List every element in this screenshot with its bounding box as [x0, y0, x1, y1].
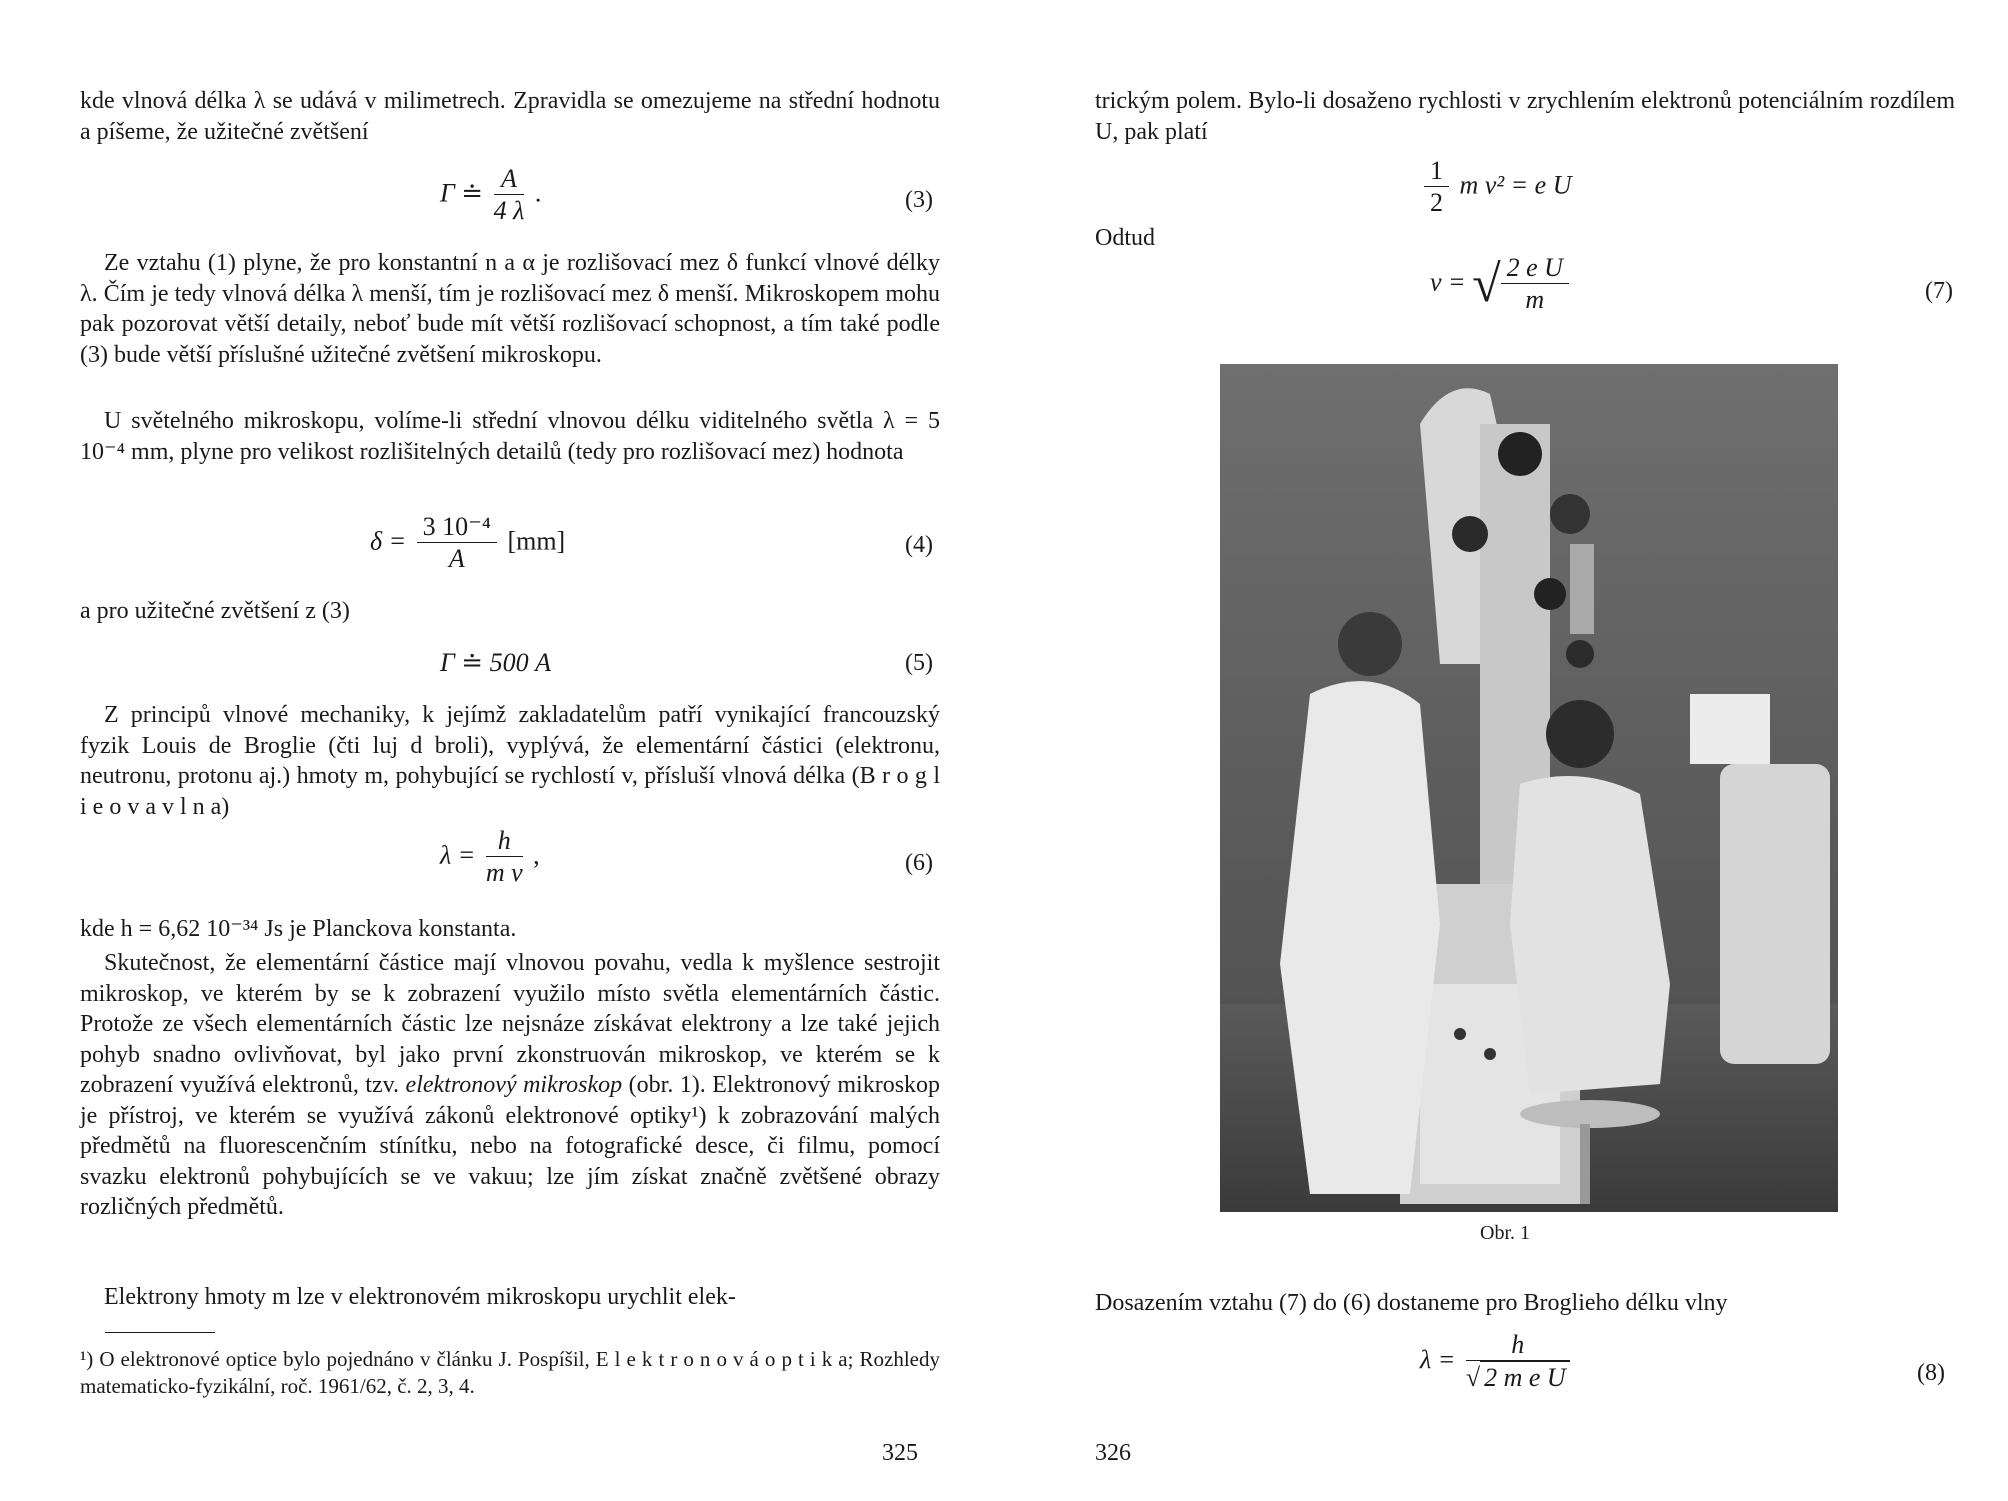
equation-8: λ = $\frac{h}{\text{√ 2 m e U}}$ — [1420, 1330, 1574, 1394]
equation-5 — [440, 648, 551, 678]
figure-caption: Obr. 1 — [1480, 1222, 1530, 1244]
eq8-lhs: λ = — [1420, 1344, 1456, 1374]
eq6-den: m v — [485, 858, 523, 887]
page-number-right: 326 — [1095, 1440, 1131, 1466]
eq7-den: m — [1525, 285, 1545, 314]
eq-energy-num: 1 — [1424, 156, 1449, 187]
eq4-lhs: δ = — [370, 526, 407, 556]
eq3-num: A — [501, 164, 517, 193]
eq4-num: 3 10⁻⁴ — [417, 512, 497, 543]
paragraph-7-italic: elektronový mikroskop — [405, 1072, 623, 1098]
right-paragraph-2: Dosazením vztahu (7) do (6) dostaneme pro Broglieho délku vlny — [1095, 1290, 1728, 1316]
eq6-tail: , — [533, 840, 540, 870]
page-number-left: 325 — [882, 1440, 918, 1466]
equation-6-number: (6) — [905, 850, 933, 876]
eq3-den: 4 λ — [493, 196, 525, 225]
left-page — [80, 0, 940, 1501]
equation-7-number: (7) — [1925, 278, 1953, 304]
right-paragraph-1: trickým polem. Bylo-li dosaženo rychlosti v zrychlením elektronů potenciálním rozdílem U, pak platí — [1095, 88, 1955, 145]
eq4-den: A — [448, 544, 465, 573]
paragraph-7-start: Skutečnost, že elementární částice mají vlnovou povahu, vedla k myšlence sestrojit mikroskop, ve kterém by se k zobrazení využilo místo světla elementárních částic. Protože ze všech elementárních částic lze nejsnáze získávat elektrony a lze také jejich pohyb snadno ovlivňovat, byl jako první zkonstruován mikroskop, ve kterém se k zobrazení využívá elektronů, tzv. — [80, 950, 940, 1098]
equation-3-number: (3) — [905, 187, 933, 213]
equation-8-number: (8) — [1917, 1360, 1945, 1386]
footnote-rule — [105, 1332, 215, 1333]
equation-energy — [1420, 156, 1571, 219]
equation-4-number: (4) — [905, 532, 933, 558]
eq3-lhs: Γ ≐ — [440, 178, 484, 208]
eq-energy-rest: m v² = e U — [1459, 170, 1572, 200]
paragraph-2: Ze vztahu (1) plyne, že pro konstantní n a α je rozlišovací mez δ funkcí vlnové délky λ. Čím je tedy vlnová délka λ menší, tím je rozlišovací mez δ menší. Mikroskopem mohu pak pozorovat větší detaily, neboť bude mít větší rozlišovací schopnost, a tím také podle (3) bude větší příslušné užitečné zvětšení mikroskopu. — [80, 250, 940, 368]
equation-6 — [440, 826, 540, 889]
equation-7: v = √ $\frac{\text{2 e U}}{m}$ — [1430, 253, 1573, 316]
paragraph-4: a pro užitečné zvětšení z (3) — [80, 598, 350, 624]
eq-energy-den: 2 — [1430, 188, 1443, 217]
eq8-den: 2 m e U — [1484, 1363, 1566, 1392]
eq5-text: Γ ≐ 500 A — [440, 648, 551, 677]
eq3-tail: . — [534, 178, 542, 208]
eq6-num: h — [497, 826, 511, 855]
paragraph-8: Elektrony hmoty m lze v elektronovém mikroskopu urychlit elek- — [104, 1284, 736, 1310]
eq7-lhs: v = — [1430, 267, 1466, 297]
paragraph-7 — [80, 948, 940, 1223]
paragraph-5: Z principů vlnové mechaniky, k jejímž zakladatelům patří vynikající francouzský fyzik Louis de Broglie (čti luj d broli), vyplývá, že elementární částici (elektronu, neutronu, protonu aj.) hmoty m, pohybující se rychlostí v, přísluší vlnová délka (B r o g l i e o v a v l n a) — [80, 702, 940, 820]
eq6-lhs: λ = — [440, 840, 476, 870]
eq7-num: 2 e U — [1506, 253, 1563, 282]
odtud-label: Odtud — [1095, 225, 1155, 251]
eq8-num: h — [1511, 1330, 1525, 1359]
equation-4 — [370, 512, 565, 575]
footnote: ¹) O elektronové optice bylo pojednáno v článku J. Pospíšil, E l e k t r o n o v á o p t i k a; Rozhledy matematicko-fyzikální, roč. 1961/62, č. 2, 3, 4. — [80, 1347, 940, 1398]
paragraph-3: U světelného mikroskopu, volíme-li střední vlnovou délku viditelného světla λ = 5 10⁻⁴ mm, plyne pro velikost rozlišitelných detailů (tedy pro rozlišovací mez) hodnota — [80, 408, 940, 465]
equation-5-number: (5) — [905, 650, 933, 676]
electron-microscope-photo — [1220, 364, 1838, 1212]
paragraph-7-rest: (obr. 1). Elektronový mikroskop je přístroj, ve kterém se využívá zákonů elektronové optiky¹) k zobrazování malých předmětů na fluorescenčním stínítku, nebo na fotografické desce, či filmu, pomocí svazku elektronů pohybujících se ve vakuu; lze jím získat značně zvětšené obrazy rozličných předmětů. — [80, 1072, 941, 1220]
paragraph-6: kde h = 6,62 10⁻³⁴ Js je Planckova konstanta. — [80, 916, 517, 942]
paragraph-1: kde vlnová délka λ se udává v milimetrech. Zpravidla se omezujeme na střední hodnotu a píšeme, že užitečné zvětšení — [80, 88, 940, 145]
equation-3 — [440, 164, 541, 227]
eq4-tail: [mm] — [507, 526, 566, 556]
